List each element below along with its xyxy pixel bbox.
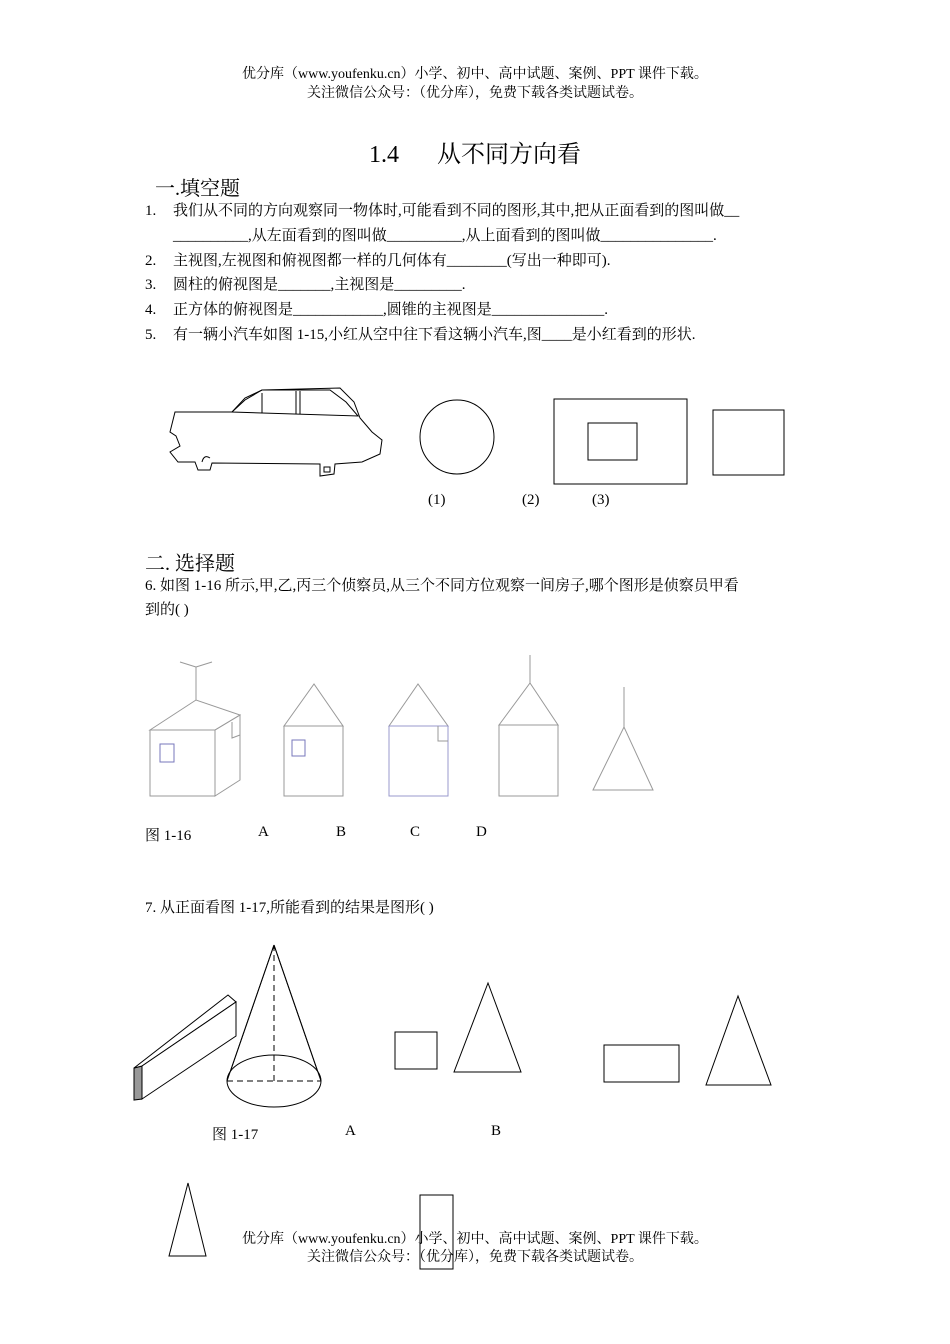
section1-heading: 一.填空题 [155,178,240,200]
house-option-d [593,687,653,790]
fig16-option-b: B [336,824,347,840]
question-number: 2. [145,253,157,269]
footer-line-1: 优分库（www.youfenku.cn）小学、初中、高中试题、案例、PPT 课件下载。 [242,1232,708,1247]
fig16-option-c: C [410,824,421,840]
question-3-text: 圆柱的俯视图是_______,主视图是_________. [173,277,466,293]
fig17-caption: 图 1-17 [212,1127,259,1143]
question-7: 7. 从正面看图 1-17,所能看到的结果是图形( ) [145,900,434,916]
square-shape [713,410,784,475]
question-number: 3. [145,277,157,293]
question-number: 4. [145,302,157,318]
question-1-line-2: __________,从左面看到的图叫做__________,从上面看到的图叫做_______________. [173,228,717,244]
car-figure [170,388,382,476]
question-1-line-1: 我们从不同的方向观察同一物体时,可能看到不同的图形,其中,把从正面看到的图叫做__ [173,203,740,219]
option-a-shapes [395,983,521,1072]
prism-figure [134,995,236,1100]
fig15-label-2: (2) [522,492,540,508]
question-6-line-1: 6. 如图 1-16 所示,甲,乙,丙三个侦察员,从三个不同方位观察一间房子,哪个图形是侦察员甲看 [145,578,739,594]
question-number: 1. [145,203,157,219]
house-3d-figure [150,662,240,796]
footer-line-2: 关注微信公众号：（优分库），免费下载各类试题试卷。 [307,1250,643,1265]
fig17-option-a: A [345,1123,356,1139]
header-line-1: 优分库（www.youfenku.cn）小学、初中、高中试题、案例、PPT 课件下载。 [242,67,708,82]
title-text: 从不同方向看 [437,142,581,168]
question-2-text: 主视图,左视图和俯视图都一样的几何体有________(写出一种即可). [173,253,611,269]
house-option-b [389,684,448,796]
inner-rect-shape [588,423,637,460]
question-5-text: 有一辆小汽车如图 1-15,小红从空中往下看这辆小汽车,图____是小红看到的形状. [173,327,696,343]
title-number: 1.4 [369,142,399,168]
question-4-text: 正方体的俯视图是____________,圆锥的主视图是_______________. [173,302,609,318]
option-b-shapes [604,996,771,1085]
fig15-label-1: (1) [428,492,446,508]
house-option-a [284,684,343,796]
header-line-2: 关注微信公众号：（优分库），免费下载各类试题试卷。 [307,86,643,101]
outer-rect-shape [554,399,687,484]
house-option-c [499,655,558,796]
fig16-option-d: D [476,824,487,840]
fig17-option-b: B [491,1123,502,1139]
section2-heading: 二. 选择题 [145,553,235,575]
question-6-line-2: 到的( ) [145,602,189,618]
question-number: 5. [145,327,157,343]
fig16-caption: 图 1-16 [145,828,192,844]
cone-figure [227,945,321,1107]
fig15-label-3: (3) [592,492,610,508]
circle-shape [420,400,494,474]
fig16-option-a: A [258,824,269,840]
